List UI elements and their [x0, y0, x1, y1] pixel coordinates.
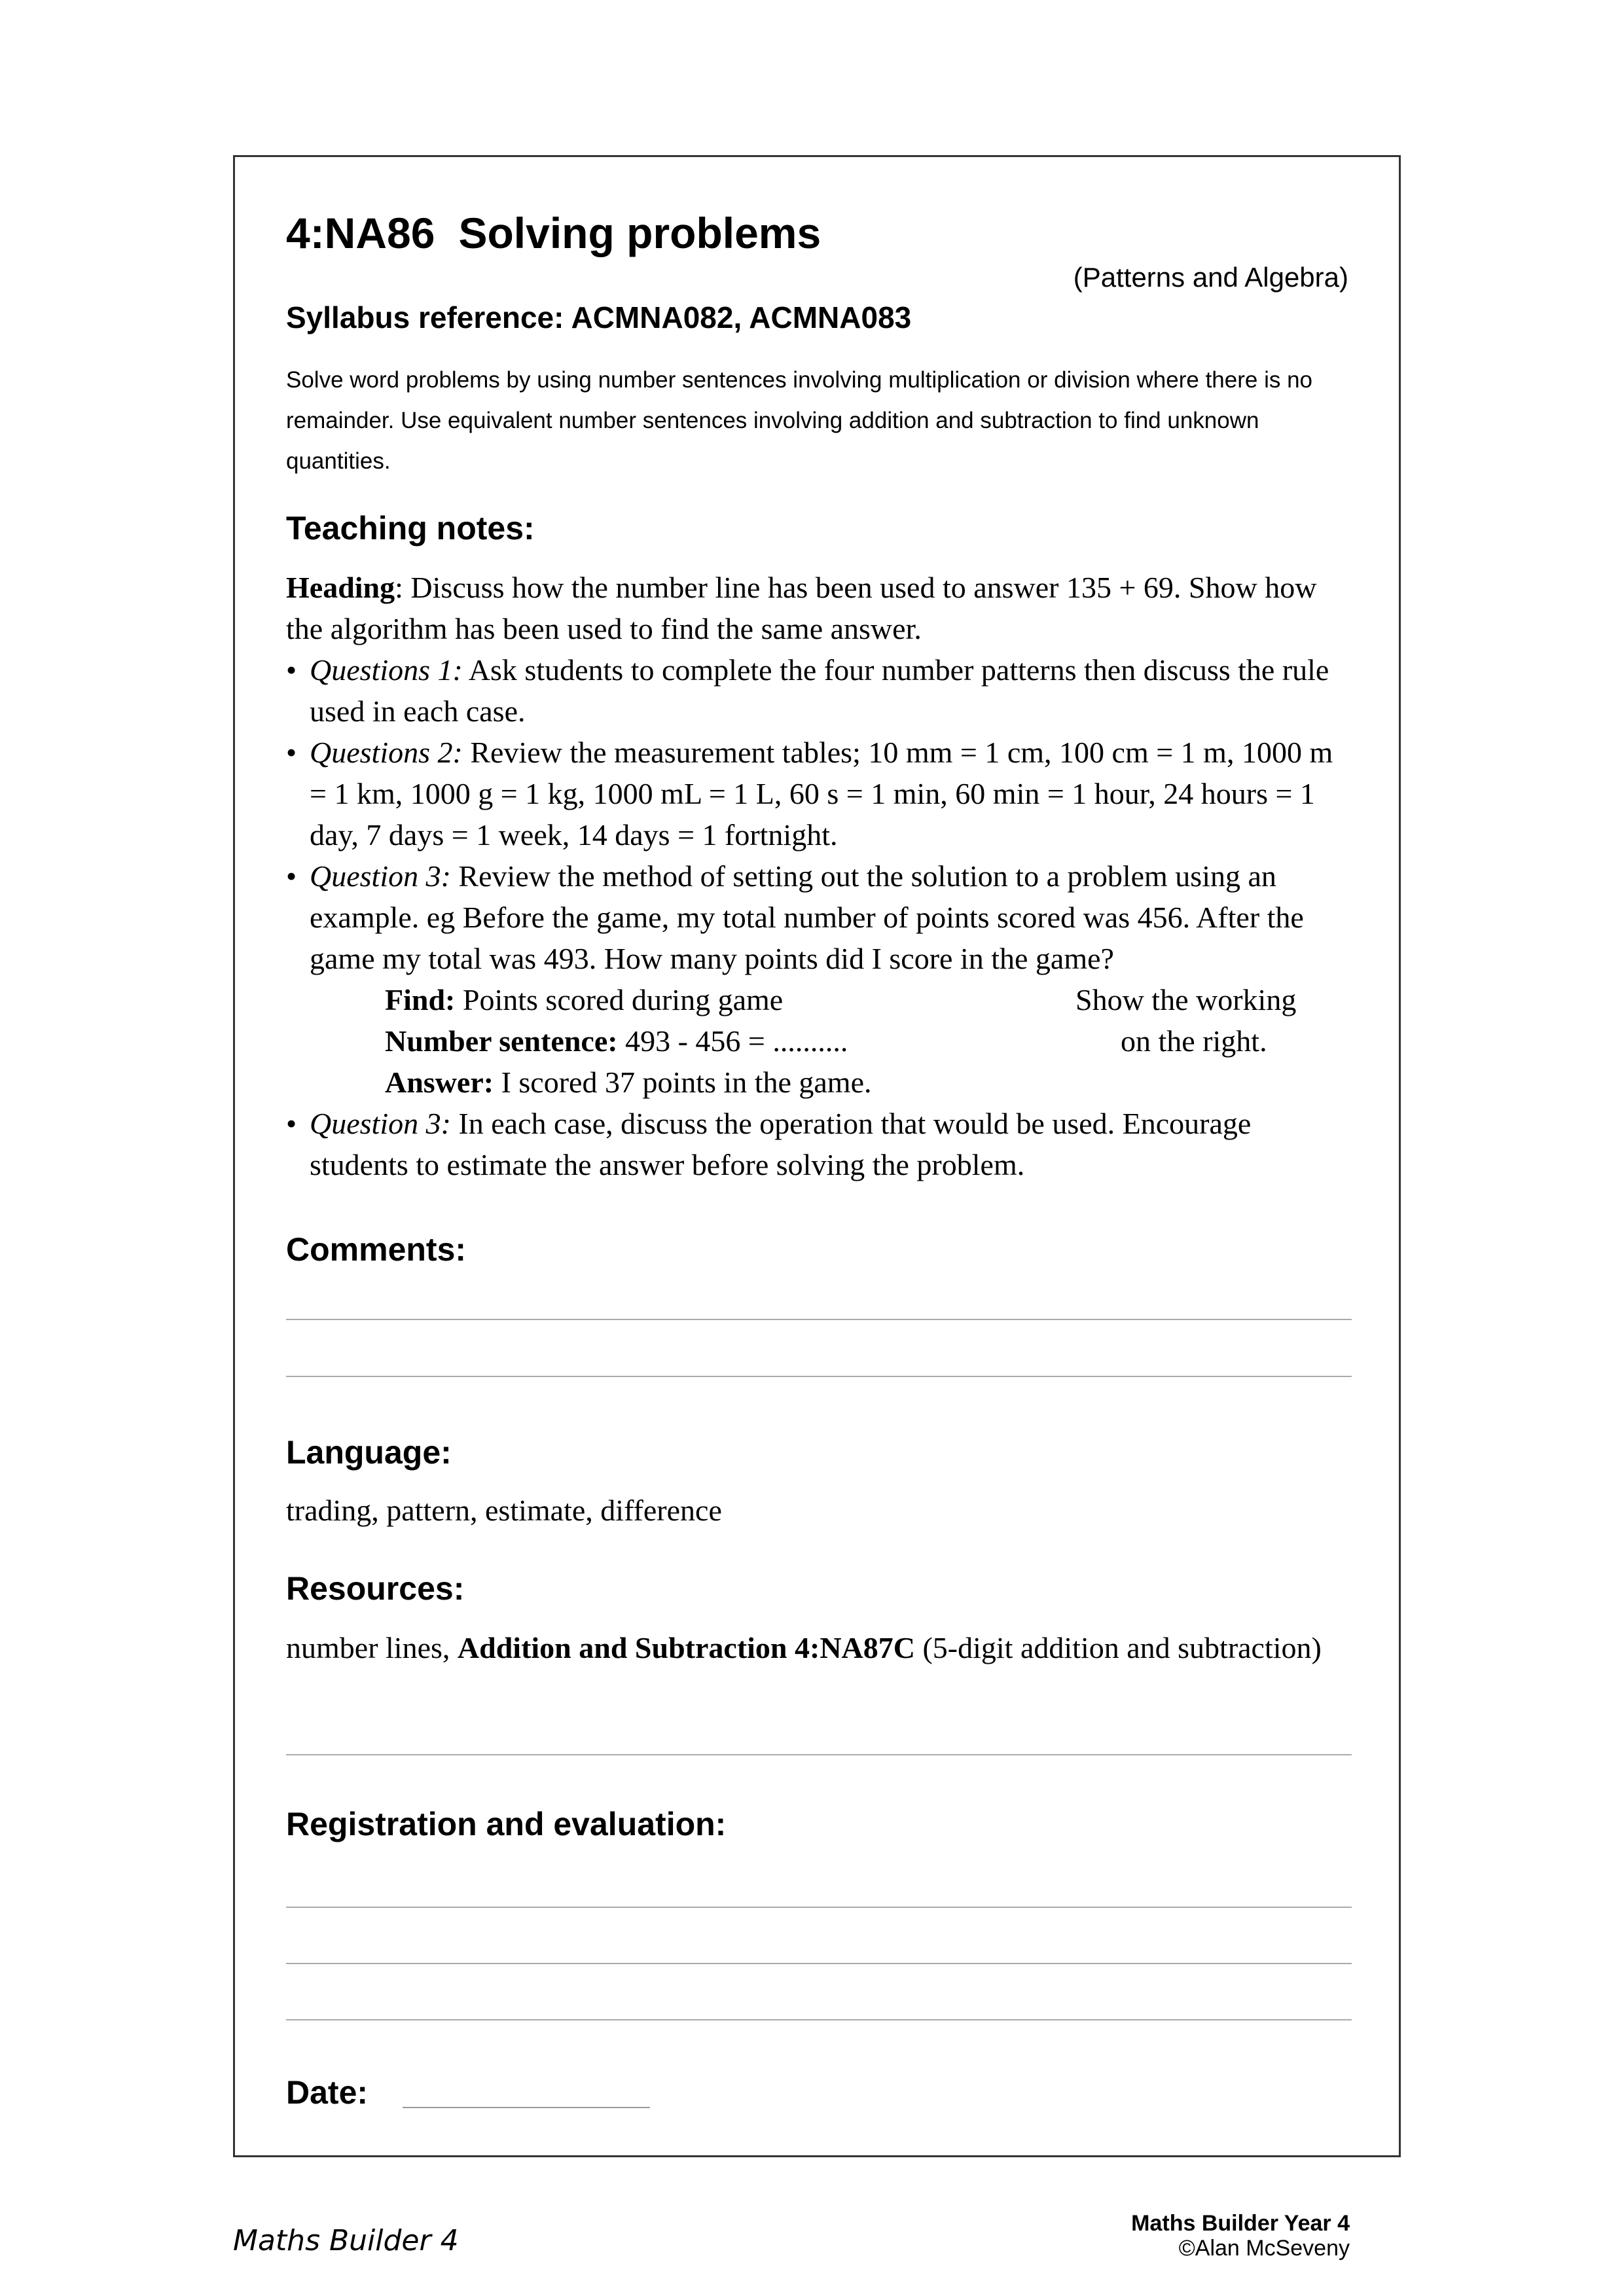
- bullet-text: In each case, discuss the operation that would be used. Encourage students to estimate the answer before solving the problem.: [310, 1107, 1252, 1181]
- bullet-item: [286, 732, 1352, 855]
- lesson-code: 4:NA86: [286, 209, 435, 257]
- example-side-note: on the right.: [1121, 1024, 1267, 1058]
- footer-book-title: Maths Builder 4: [233, 2224, 459, 2257]
- registration-line[interactable]: [286, 1907, 1352, 1908]
- example-answer-text: I scored 37 points in the game.: [494, 1066, 872, 1099]
- syllabus-description: Solve word problems by using number sentences involving multiplication or division where there is no remainder. Use equivalent number sentences involving addition and subtraction to find unknown quantities.: [286, 367, 1313, 474]
- lesson-title: Solving problems: [458, 209, 821, 257]
- example-find: [286, 979, 1352, 1020]
- registration-line[interactable]: [286, 1963, 1352, 1964]
- language-text: trading, pattern, estimate, difference: [286, 1494, 722, 1527]
- example-answer: [286, 1062, 1352, 1103]
- example-sentence-label: Number sentence:: [385, 1024, 618, 1058]
- bullet-text: Review the measurement tables; 10 mm = 1 cm, 100 cm = 1 m, 1000 m = 1 km, 1000 g = 1 kg, 1000 mL = 1 L, 60 s = 1 min, 60 min = 1 hour, 24 hours = 1 day, 7 days = 1 week, 14 days = 1 fortnight.: [310, 736, 1333, 852]
- bullet-item: [286, 855, 1352, 979]
- example-find-label: Find:: [385, 983, 456, 1016]
- comments-line[interactable]: [286, 1319, 1352, 1320]
- resources-text-pre: number lines,: [286, 1631, 458, 1664]
- date-field[interactable]: [403, 2107, 650, 2108]
- example-side-note: Show the working: [1075, 983, 1297, 1016]
- bullet-label: Question 3:: [310, 1107, 451, 1140]
- footer-copyright: ©Alan McSeveny: [1178, 2236, 1350, 2261]
- bullet-label: Questions 1:: [310, 653, 463, 687]
- comments-line[interactable]: [286, 1376, 1352, 1377]
- teaching-notes-body: [286, 567, 1352, 1185]
- registration-line[interactable]: [286, 2019, 1352, 2020]
- example-find-text: Points scored during game: [455, 983, 784, 1016]
- page-title: [286, 208, 1352, 258]
- language-heading: Language:: [286, 1434, 452, 1471]
- heading-note-text: : Discuss how the number line has been used to answer 135 + 69. Show how the algorithm has been used to find the same answer.: [286, 571, 1317, 645]
- resources-line[interactable]: [286, 1754, 1352, 1755]
- bullet-item: [286, 1103, 1352, 1185]
- strand-label: (Patterns and Algebra): [1073, 262, 1348, 293]
- example-sentence: [286, 1020, 1352, 1062]
- heading-note: [286, 567, 1352, 649]
- bullet-text: Ask students to complete the four number patterns then discuss the rule used in each case.: [310, 653, 1329, 728]
- example-sentence-text: 493 - 456 = ..........: [617, 1024, 848, 1058]
- resources-text-post: (5-digit addition and subtraction): [914, 1631, 1322, 1664]
- bullet-item: [286, 649, 1352, 732]
- heading-note-label: Heading: [286, 571, 395, 604]
- date-label: Date:: [286, 2074, 369, 2111]
- bullet-label: Questions 2:: [310, 736, 463, 769]
- teaching-notes-heading: Teaching notes:: [286, 510, 535, 547]
- bullet-text: Review the method of setting out the solution to a problem using an example. eg Before the game, my total number of points scored was 456. After the game my total was 493. How many points did I score in the game?: [310, 859, 1304, 975]
- comments-heading: Comments:: [286, 1231, 467, 1268]
- resources-text: [286, 1627, 1352, 1668]
- footer-credit: [1131, 2211, 1350, 2261]
- bullet-label: Question 3:: [310, 859, 451, 893]
- registration-heading: Registration and evaluation:: [286, 1806, 727, 1842]
- syllabus-reference: Syllabus reference: ACMNA082, ACMNA083: [286, 300, 912, 334]
- resources-heading: Resources:: [286, 1570, 465, 1607]
- resources-text-bold: Addition and Subtraction 4:NA87C: [457, 1631, 915, 1664]
- footer-series-title: Maths Builder Year 4: [1131, 2211, 1350, 2236]
- example-answer-label: Answer:: [385, 1066, 494, 1099]
